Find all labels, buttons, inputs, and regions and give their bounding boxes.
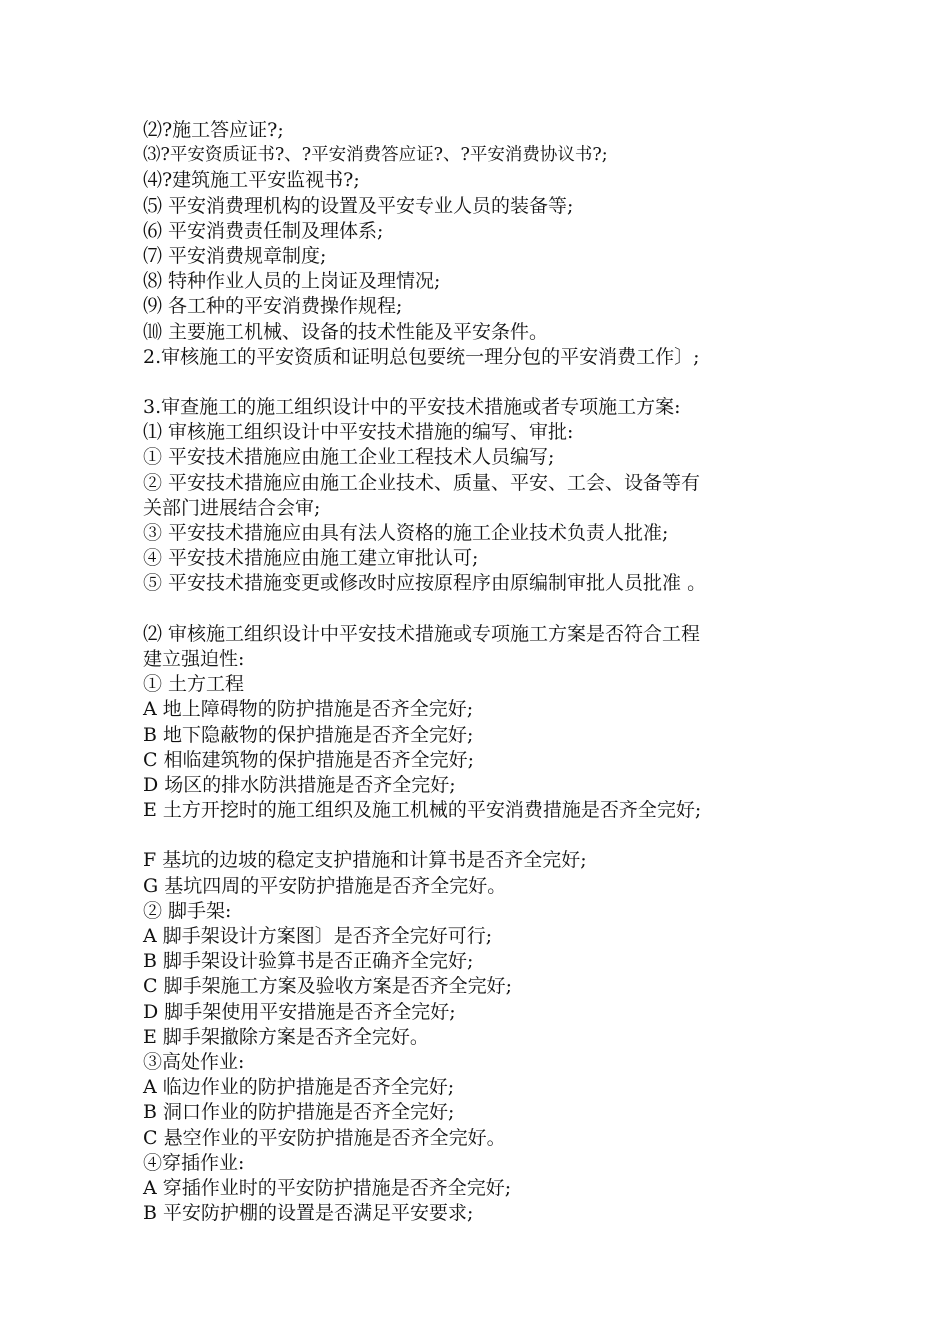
text-line: B 脚手架设计验算书是否正确齐全完好; [143, 950, 474, 973]
text-line: B 平安防护棚的设置是否满足平安要求; [143, 1202, 474, 1225]
text-line: E 脚手架撤除方案是否齐全完好。 [143, 1025, 429, 1048]
text-line: D 脚手架使用平安措施是否齐全完好; [143, 1000, 456, 1023]
text-line: ⑸ 平安消费理机构的设置及平安专业人员的装备等; [143, 194, 574, 217]
text-line: A 地上障碍物的防护措施是否齐全完好; [143, 698, 474, 721]
blank-line [143, 823, 833, 848]
text-line: E 土方开挖时的施工组织及施工机械的平安消费措施是否齐全完好; [143, 799, 702, 822]
document-page [143, 118, 833, 1226]
text-line: B 洞口作业的防护措施是否齐全完好; [143, 1101, 455, 1124]
text-line: ⑷?建筑施工平安监视书?; [143, 169, 360, 192]
text-line: ① 平安技术措施应由施工企业工程技术人员编写; [143, 446, 555, 469]
text-line: ③ 平安技术措施应由具有法人资格的施工企业技术负责人批准; [143, 522, 669, 544]
text-line: ⑤ 平安技术措施变更或修改时应按原程序由原编制审批人员批准 。 [143, 572, 707, 595]
text-line: ③高处作业: [143, 1050, 245, 1073]
text-line: C 相临建筑物的保护措施是否齐全完好; [143, 748, 474, 771]
text-line: ⑹ 平安消费责任制及理体系; [143, 219, 384, 242]
text-line: ⑼ 各工种的平安消费操作规程; [143, 295, 403, 318]
text-line: 2.审核施工的平安资质和证明总包要统一理分包的平安消费工作〕; [143, 345, 700, 368]
text-line: D 场区的排水防洪措施是否齐全完好; [143, 773, 456, 796]
text-line: 3.审查施工的施工组织设计中的平安技术措施或者专项施工方案: [143, 396, 681, 419]
text-line: A 临边作业的防护措施是否齐全完好; [143, 1076, 455, 1099]
text-line: F 基坑的边坡的稳定支护措施和计算书是否齐全完好; [143, 849, 587, 872]
text-line: ② 脚手架: [143, 899, 232, 922]
text-line: ⑴ 审核施工组织设计中平安技术措施的编写、审批: [143, 421, 574, 444]
text-line: A 脚手架设计方案图〕是否齐全完好可行; [143, 925, 493, 947]
text-line: ④穿插作业: [143, 1151, 245, 1174]
text-line: ⑽ 主要施工机械、设备的技术性能及平安条件。 [143, 320, 549, 343]
text-line: 关部门进展结合会审; [143, 496, 321, 519]
text-line: ⑺ 平安消费规章制度; [143, 244, 327, 267]
text-line: C 脚手架施工方案及验收方案是否齐全完好; [143, 975, 512, 998]
text-line: 建立强迫性: [143, 647, 245, 670]
text-line: A 穿插作业时的平安防护措施是否齐全完好; [143, 1176, 512, 1199]
blank-line [143, 370, 833, 395]
text-line: G 基坑四周的平安防护措施是否齐全完好。 [143, 874, 507, 897]
text-line: ② 平安技术措施应由施工企业技术、质量、平安、工会、设备等有 [143, 471, 701, 494]
text-line: ④ 平安技术措施应由施工建立审批认可; [143, 547, 479, 570]
text-line: ⑻ 特种作业人员的上岗证及理情况; [143, 270, 441, 293]
text-line: B 地下隐蔽物的保护措施是否齐全完好; [143, 723, 474, 746]
text-line: ⑵?施工答应证?; [143, 119, 284, 141]
text-line: ① 土方工程 [143, 673, 245, 696]
text-line: ⑵ 审核施工组织设计中平安技术措施或专项施工方案是否符合工程 [143, 622, 701, 645]
text-line: C 悬空作业的平安防护措施是否齐全完好。 [143, 1126, 506, 1149]
blank-line [143, 597, 833, 622]
text-line: ⑶?平安资质证书?、?平安消费答应证?、?平安消费协议书?; [143, 145, 608, 166]
